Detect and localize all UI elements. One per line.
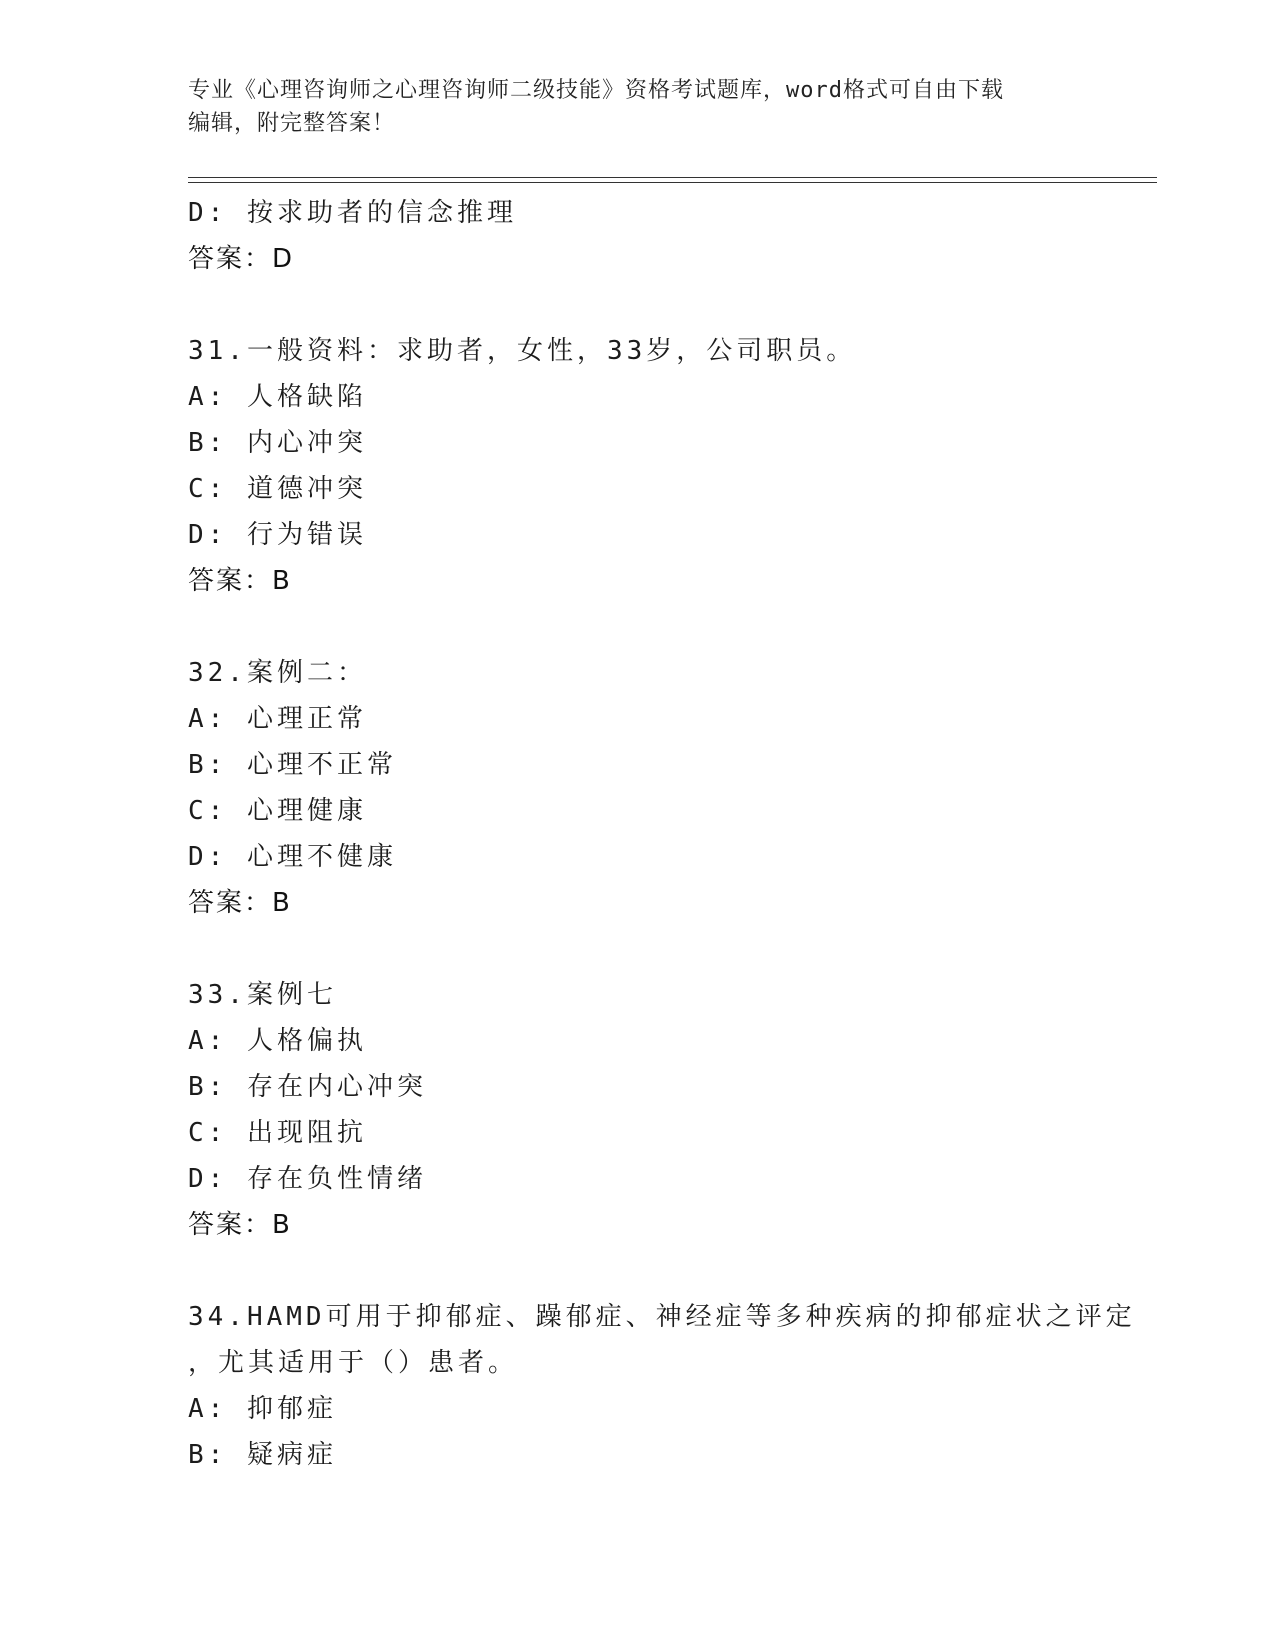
spacer [188, 282, 1148, 328]
spacer [188, 1248, 1148, 1294]
option-d: D: 存在负性情绪 [188, 1164, 427, 1194]
spacer [188, 604, 1148, 650]
answer-line: 答案：B [188, 566, 292, 596]
header-line-1: 专业《心理咨询师之心理咨询师二级技能》资格考试题库，word格式可自由下载 [188, 78, 1004, 103]
question-block-31 [188, 328, 1148, 604]
question-stem: 33.案例七 [188, 980, 337, 1010]
answer-line: 答案：D [188, 244, 295, 274]
question-list [188, 190, 1148, 1478]
question-stem-line-1: 34.HAMD可用于抑郁症、躁郁症、神经症等多种疾病的抑郁症状之评定 [188, 1302, 1136, 1332]
answer-line: 答案：B [188, 1210, 292, 1240]
question-block-32 [188, 650, 1148, 926]
option-d: D: 按求助者的信念推理 [188, 198, 517, 228]
header-divider-top [188, 177, 1157, 178]
question-block-previous [188, 190, 1148, 282]
document-header [188, 74, 1088, 140]
question-stem: 31.一般资料：求助者，女性，33岁，公司职员。 [188, 336, 857, 366]
option-a: A: 抑郁症 [188, 1394, 337, 1424]
spacer [188, 926, 1148, 972]
option-b: B: 存在内心冲突 [188, 1072, 427, 1102]
question-block-34 [188, 1294, 1148, 1478]
option-b: B: 心理不正常 [188, 750, 397, 780]
option-d: D: 心理不健康 [188, 842, 397, 872]
option-c: C: 出现阻抗 [188, 1118, 367, 1148]
header-divider-bottom [188, 182, 1157, 183]
option-d: D: 行为错误 [188, 520, 367, 550]
question-stem: 32.案例二： [188, 658, 367, 688]
question-block-33 [188, 972, 1148, 1248]
option-a: A: 人格偏执 [188, 1026, 367, 1056]
option-c: C: 道德冲突 [188, 474, 367, 504]
header-line-2: 编辑，附完整答案！ [188, 111, 396, 136]
option-a: A: 人格缺陷 [188, 382, 367, 412]
option-c: C: 心理健康 [188, 796, 367, 826]
answer-line: 答案：B [188, 888, 292, 918]
option-a: A: 心理正常 [188, 704, 367, 734]
question-stem-line-2: ，尤其适用于（）患者。 [188, 1348, 519, 1378]
option-b: B: 内心冲突 [188, 428, 367, 458]
option-b: B: 疑病症 [188, 1440, 337, 1470]
